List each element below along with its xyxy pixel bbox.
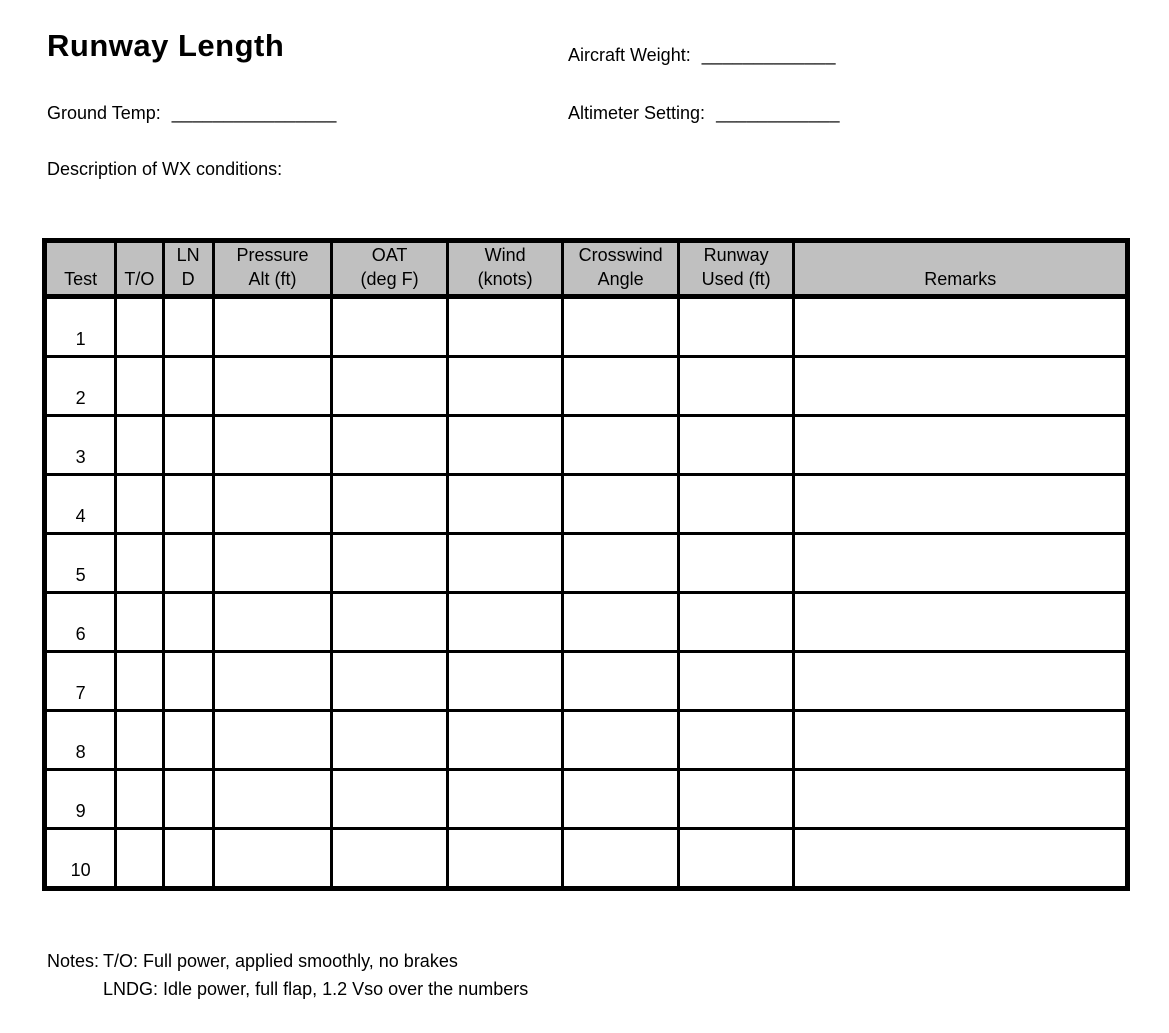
test-number-cell: 10 [45, 829, 116, 889]
empty-cell [447, 770, 563, 829]
empty-cell [447, 652, 563, 711]
table-row [45, 534, 1128, 593]
column-header-landing: LN D [163, 241, 213, 297]
empty-cell [116, 711, 163, 770]
empty-cell [678, 652, 794, 711]
empty-cell [332, 357, 448, 416]
empty-cell [213, 593, 332, 652]
empty-cell [678, 297, 794, 357]
table-row [45, 652, 1128, 711]
test-number-cell: 6 [45, 593, 116, 652]
empty-cell [563, 357, 679, 416]
aircraft-weight-label: Aircraft Weight: [568, 45, 691, 65]
empty-cell [332, 829, 448, 889]
empty-cell [332, 297, 448, 357]
empty-cell [116, 829, 163, 889]
empty-cell [563, 297, 679, 357]
empty-cell [678, 416, 794, 475]
empty-cell [116, 770, 163, 829]
empty-cell [163, 357, 213, 416]
empty-cell [447, 357, 563, 416]
table-row [45, 593, 1128, 652]
empty-cell [213, 297, 332, 357]
empty-cell [332, 711, 448, 770]
notes-lines [103, 947, 528, 1003]
empty-cell [213, 534, 332, 593]
empty-cell [163, 534, 213, 593]
empty-cell [116, 475, 163, 534]
empty-cell [213, 475, 332, 534]
empty-cell [332, 416, 448, 475]
test-number-cell: 7 [45, 652, 116, 711]
column-header-crosswind-angle: Crosswind Angle [563, 241, 679, 297]
column-header-remarks: Remarks [794, 241, 1128, 297]
empty-cell [213, 652, 332, 711]
empty-cell [116, 416, 163, 475]
empty-cell [563, 770, 679, 829]
empty-cell [794, 711, 1128, 770]
aircraft-weight-blank-line: _____________ [701, 45, 836, 65]
table-row [45, 297, 1128, 357]
empty-cell [332, 475, 448, 534]
table-row [45, 829, 1128, 889]
empty-cell [163, 829, 213, 889]
note-landing: LNDG: Idle power, full flap, 1.2 Vso over the numbers [103, 979, 529, 999]
empty-cell [213, 357, 332, 416]
empty-cell [563, 475, 679, 534]
column-header-runway-used: Runway Used (ft) [678, 241, 794, 297]
empty-cell [163, 711, 213, 770]
empty-cell [163, 652, 213, 711]
ground-temp-blank-line: ________________ [171, 103, 337, 123]
empty-cell [447, 534, 563, 593]
empty-cell [447, 416, 563, 475]
empty-cell [116, 297, 163, 357]
empty-cell [163, 770, 213, 829]
altimeter-setting-label: Altimeter Setting: [568, 103, 706, 123]
empty-cell [794, 357, 1128, 416]
notes-label: Notes: [47, 951, 100, 971]
test-number-cell: 1 [45, 297, 116, 357]
empty-cell [332, 770, 448, 829]
empty-cell [563, 593, 679, 652]
empty-cell [213, 416, 332, 475]
table-header-row [45, 241, 1128, 297]
empty-cell [163, 297, 213, 357]
test-number-cell: 4 [45, 475, 116, 534]
empty-cell [794, 416, 1128, 475]
empty-cell [678, 475, 794, 534]
empty-cell [116, 357, 163, 416]
empty-cell [678, 770, 794, 829]
empty-cell [116, 593, 163, 652]
altimeter-setting-field [568, 103, 840, 124]
empty-cell [213, 770, 332, 829]
ground-temp-field [47, 103, 337, 124]
empty-cell [794, 652, 1128, 711]
empty-cell [794, 297, 1128, 357]
empty-cell [116, 652, 163, 711]
empty-cell [332, 593, 448, 652]
empty-cell [678, 593, 794, 652]
empty-cell [794, 534, 1128, 593]
column-header-takeoff: T/O [116, 241, 163, 297]
empty-cell [163, 593, 213, 652]
empty-cell [213, 711, 332, 770]
empty-cell [447, 829, 563, 889]
empty-cell [447, 475, 563, 534]
empty-cell [163, 416, 213, 475]
aircraft-weight-field [568, 45, 836, 66]
page-title: Runway Length [47, 28, 285, 63]
table-row [45, 711, 1128, 770]
empty-cell [794, 770, 1128, 829]
empty-cell [447, 711, 563, 770]
empty-cell [794, 593, 1128, 652]
empty-cell [332, 534, 448, 593]
empty-cell [447, 593, 563, 652]
column-header-wind: Wind (knots) [447, 241, 563, 297]
empty-cell [563, 711, 679, 770]
test-number-cell: 8 [45, 711, 116, 770]
empty-cell [678, 534, 794, 593]
test-number-cell: 9 [45, 770, 116, 829]
table-row [45, 770, 1128, 829]
column-header-pressure-alt: Pressure Alt (ft) [213, 241, 332, 297]
empty-cell [563, 829, 679, 889]
note-takeoff: T/O: Full power, applied smoothly, no brakes [103, 951, 458, 971]
empty-cell [447, 297, 563, 357]
empty-cell [794, 475, 1128, 534]
table-row [45, 357, 1128, 416]
empty-cell [678, 711, 794, 770]
empty-cell [678, 829, 794, 889]
empty-cell [678, 357, 794, 416]
empty-cell [563, 416, 679, 475]
empty-cell [563, 534, 679, 593]
empty-cell [332, 652, 448, 711]
notes-section [47, 947, 528, 1003]
column-header-test: Test [45, 241, 116, 297]
runway-test-table [42, 238, 1130, 891]
empty-cell [116, 534, 163, 593]
test-number-cell: 5 [45, 534, 116, 593]
test-number-cell: 2 [45, 357, 116, 416]
table-row [45, 475, 1128, 534]
empty-cell [163, 475, 213, 534]
empty-cell [794, 829, 1128, 889]
wx-conditions-label: Description of WX conditions: [47, 159, 283, 179]
ground-temp-label: Ground Temp: [47, 103, 161, 123]
empty-cell [563, 652, 679, 711]
altimeter-setting-blank-line: ____________ [716, 103, 840, 123]
empty-cell [213, 829, 332, 889]
test-number-cell: 3 [45, 416, 116, 475]
column-header-oat: OAT (deg F) [332, 241, 448, 297]
table-row [45, 416, 1128, 475]
